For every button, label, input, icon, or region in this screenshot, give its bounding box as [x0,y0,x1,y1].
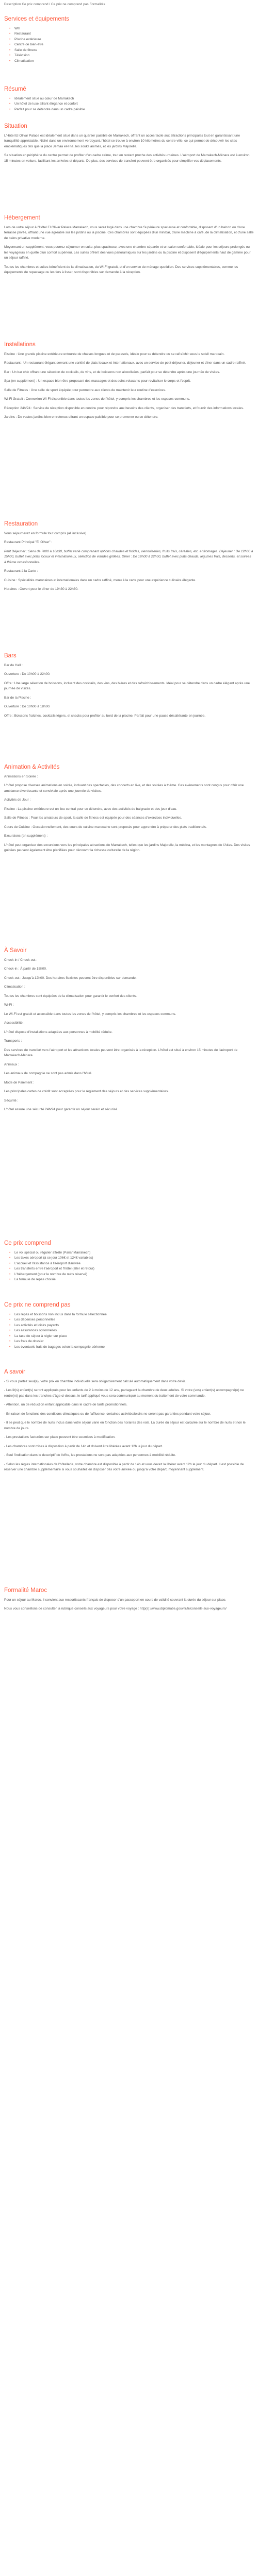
a-savoir-2-paragraph: - Selon les règles internationales de l'hôtellerie, votre chambre est disponible à partir de 14h et vous devez la libérer avant 12h le jour du départ. Il est possible de réserver une chambre supplémentaire si vous souhaitez en disposer dès votre arrivée ou jusqu'à votre départ, moyennant supplément. [4,1462,244,1472]
a-savoir-2-paragraph: - Attention, un de réduction enfant applicable dans le cadre de tarifs promotionnels. [4,1403,127,1407]
restauration-paragraph: Vous séjournerez en formule tout compris (all inclusive). [4,531,88,535]
restauration-paragraph: Cuisine : Spécialités marocaines et internationales dans un cadre raffiné, menu à la carte pour une expérience culinaire élégante. [4,578,197,582]
ce-prix-ne-comprend-pas-title: Ce prix ne comprend pas [4,1302,71,1308]
bars-paragraph: Ouverture : De 10h00 à 22h00. [4,672,51,676]
list-item: • Piscine extérieure [12,37,254,43]
a-savoir-paragraph: Wi-Fi : [4,1003,14,1007]
a-savoir-paragraph: L'hôtel dispose d'installations adaptées aux personnes à mobilité réduite. [4,1030,112,1034]
installations-title: Installations [4,342,36,348]
a-savoir-paragraph: Le Wi-Fi est gratuit et accessible dans toutes les zones de l'hôtel, y compris les chambres et les espaces communs. [4,1012,176,1016]
a-savoir-2-paragraph: - Les prestations facturées sur place peuvent être soumises à modification. [4,1435,116,1439]
bars-title: Bars [4,653,17,659]
a-savoir-paragraph: Des services de transfert vers l'aéroport et les attractions locales peuvent être organisés à la réception. L'hôtel est situé à environ 15 minutes de l'aéroport de Marrakech-Ménara. [4,1048,238,1058]
list-item: • Les éventuels frais de bagages selon la compagnie aérienne [12,1345,254,1350]
hebergement-paragraph: Toutes les chambres et suites bénéficient de la climatisation, du Wi-Fi gratuit, et d'un service de ménage quotidien. Des services supplémentaires, comme les équipements de repassage ou les fers à lisser, sont disponibles sur demande à la réception. [4,265,238,275]
bars-section [4,651,254,722]
ce-prix-ne-comprend-pas-list [4,1312,254,1350]
services-section [4,14,254,64]
a-savoir-paragraph: Accessibilité : [4,1021,25,1025]
breadcrumb[interactable] [0,0,258,8]
a-savoir-paragraph: Transports : [4,1039,22,1043]
animation-paragraph: Salle de Fitness : Pour les amateurs de sport, la salle de fitness est équipée pour des séances d'exercices individuelles. [4,816,182,820]
ce-prix-comprend-list [4,1250,254,1283]
list-item: • La formule de repas choisie [12,1277,254,1283]
a-savoir-2-paragraph: - Il se peut que le nombre de nuits inclus dans votre séjour varie en fonction des horaires des vols. La durée du séjour est calculée sur le nombre de nuits et non le nombre de jours. [4,1421,246,1430]
formalites-section [4,1586,254,1616]
a-savoir-paragraph: Animaux : [4,1062,19,1066]
installations-paragraph: Spa (en supplément) : Un espace bien-être proposant des massages et des soins relaxants pour revitaliser le corps et l'esprit. [4,379,191,383]
restauration-paragraph: Restaurant à la Carte : [4,569,38,573]
bars-paragraph: Bar de la Piscine : [4,696,31,700]
installations-paragraph: Salle de Fitness : Une salle de sport équipée pour permettre aux clients de maintenir leur routine d'exercices. [4,388,166,392]
formalites-paragraph: Pour un séjour au Maroc, il convient aux ressortissants français de disposer d'un passeport en cours de validité couvrant la durée du séjour sur place. [4,1598,227,1602]
a-savoir-2-title: A savoir [4,1369,25,1375]
list-item: • Un hôtel de luxe alliant élégance et confort [12,101,254,107]
list-item: • Idéalement situé au cœur de Marrakech [12,96,254,102]
list-item: • Les assurances optionnelles [12,1328,254,1334]
list-item: • Les taxes aéroport (à ce jour 106€ et 124€ variables) [12,1256,254,1261]
list-item: • Salle de fitness [12,48,254,54]
installations-paragraph: Réception 24h/24 : Service de réception disponible en continu pour répondre aux besoins des clients, organiser des transferts, et fournir des informations locales. [4,406,244,410]
bars-paragraph: Bar du Hall : [4,663,23,667]
list-item: • Climatisation [12,59,254,64]
bars-paragraph: Ouverture : De 10h00 à 18h00. [4,705,51,709]
formalites-title: Formalité Maroc [4,1587,47,1594]
a-savoir-title: À Savoir [4,947,27,954]
a-savoir-paragraph: Check-in : À partir de 15h00. [4,967,47,971]
installations-paragraph: Jardins : De vastes jardins bien entretenus offrant un espace paisible pour se promener ou se détendre. [4,415,158,419]
a-savoir-section [4,946,254,1116]
list-item: • Parfait pour se détendre dans un cadre paisible [12,107,254,113]
services-list [4,26,254,64]
list-item: • L'hébergement (pour le nombre de nuits réservé) [12,1272,254,1278]
list-item: • Restaurant [12,31,254,37]
installations-paragraph: Piscine : Une grande piscine extérieure entourée de chaises longues et de parasols, idéale pour se détendre ou se rafraîchir sous le soleil marocain. [4,352,225,356]
situation-section [4,122,254,167]
animation-paragraph: Cours de Cuisine : Occasionnellement, des cours de cuisine marocaine sont proposés pour apprendre à préparer des plats traditionnels. [4,825,207,829]
a-savoir-paragraph: Les principales cartes de crédit sont acceptées pour le règlement des séjours et des services supplémentaires. [4,1090,169,1094]
list-item: • L'accueil et l'assistance à l'aéroport d'arrivée [12,1261,254,1267]
ce-prix-comprend-section [4,1239,254,1283]
animation-title: Animation & Activités [4,764,60,770]
installations-section [4,340,254,424]
formalites-paragraph: Nous vous conseillons de consulter la rubrique conseils aux voyageurs pour votre voyage : http(s)://www.diplomatie.gouv.fr/fr/conseils-aux-voyageurs/ [4,1607,227,1611]
restauration-title: Restauration [4,521,38,527]
hebergement-section [4,213,254,279]
list-item: • Wifi [12,26,254,32]
a-savoir-paragraph: Climatisation : [4,985,25,989]
bars-paragraph: Offre : Boissons fraîches, cocktails légers, et snacks pour profiter au bord de la piscine. Parfait pour une pause désaltérante en journée. [4,714,206,718]
situation-title: Situation [4,123,27,129]
a-savoir-2-section [4,1367,254,1477]
a-savoir-2-paragraph: - Les chambres sont mises à disposition à partir de 14h et doivent être libérées avant 12h le jour du départ. [4,1444,163,1448]
a-savoir-2-paragraph: - En raison de fonctions des conditions climatiques ou de l'affluence, certaines activités/loisirs ne seront pas garanties pendant votre séjour. [4,1412,211,1416]
restauration-paragraph: Petit Déjeuner : Servi de 7h00 à 10h30, buffet varié comprenant options chaudes et froides, viennoiseries, fruits frais, céréales, etc. et fromages. Déjeuner : De 12h00 à 15h00, buffet avec plats locaux et internationaux, sélection de viandes grillées. Dîner : De 19h00 à 22h00, buffet avec plats chauds, légumes frais, desserts, et soirées à thème occasionnelles. [4,549,253,564]
installations-paragraph: Wi-Fi Gratuit : Connexion Wi-Fi disponible dans toutes les zones de l'hôtel, y compris les chambres et les espaces communs. [4,397,190,401]
resume-title: Résumé [4,86,26,92]
situation-paragraph: Sa situation en périphérie du centre permet de profiter d'un cadre calme, tout en restant proche des activités urbaines. L'aéroport de Marrakech-Ménara est à environ 15 minutes en voiture, facilitant les arrivées et départs. De plus, des services de transfert peuvent être organisés pour simplifier vos déplacements. [4,154,250,163]
animation-section [4,762,254,857]
hebergement-paragraph: Moyennant un supplément, vous pourrez séjourner en suite, plus spacieuse, avec une chambre séparée et un salon confortable, idéale pour les séjours prolongés ou les voyageurs en quête d'un confort supérieur. Les suites offrent des vues panoramiques sur les jardins ou la piscine et disposent d'équipements haut de gamme pour un séjour raffiné. [4,245,251,260]
bars-paragraph: Offre : Une large sélection de boissons, incluant des cocktails, des vins, des bières et des rafraîchissements. Idéal pour se détendre dans un cadre élégant après une journée de visites. [4,681,250,691]
hebergement-title: Hébergement [4,215,40,221]
hebergement-paragraph: Lors de votre séjour à l'Hôtel El Olivar Palace Marrakech, vous serez logé dans une chambre Supérieure spacieuse et confortable, disposant d'un balcon ou d'une terrasse privée, offrant une vue agréable sur les jardins ou la piscine. Ces chambres sont équipées d'un minibar, d'une machine à café, de la climatisation, et d'une salle de bains privative moderne. [4,225,254,240]
animation-paragraph: Animations en Soirée : [4,774,38,778]
list-item: • Les transferts entre l'aéroport et l'hôtel (aller et retour) [12,1266,254,1272]
animation-paragraph: L'hôtel peut organiser des excursions vers les principales attractions de Marrakech, telles que les jardins Majorelle, la médina, et les montagnes de l'Atlas. Des visites guidées peuvent également être planifiées pour découvrir la richesse culturelle de la région. [4,843,250,853]
a-savoir-paragraph: Check-out : Jusqu'à 12h00. Des horaires flexibles peuvent être disponibles sur demande. [4,976,137,980]
a-savoir-paragraph: L'hôtel assure une sécurité 24h/24 pour garantir un séjour serein et sécurisé. [4,1108,118,1112]
a-savoir-paragraph: Sécurité : [4,1098,19,1103]
list-item: • Le vol spécial ou régulier affrété (Paris/ Marrakech) [12,1250,254,1256]
situation-paragraph: L'Hôtel El Olivar Palace est idéalement situé dans un quartier paisible de Marrakech, offrant un accès facile aux attractions principales tout en garantissant une tranquillité appréciable. Niché dans un environnement verdoyant, l'hôtel se trouve à environ 10 kilomètres du centre-ville, ce qui permet de découvrir les sites emblématiques tels que la place Jemaa el-Fna, les souks animés, et les jardins Majorelle. [4,133,240,148]
list-item: • Les dépenses personnelles [12,1317,254,1323]
list-item: • Les frais de dossier [12,1339,254,1345]
services-title: Services et équipements [4,16,69,22]
restauration-paragraph: Restaurant Principal "El Olivar" : [4,540,53,545]
breadcrumb-text[interactable]: Description Ce prix comprend / Ce prix ne comprend pas Formalités [4,3,105,6]
a-savoir-paragraph: Les animaux de compagnie ne sont pas admis dans l'hôtel. [4,1072,92,1076]
animation-paragraph: L'hôtel propose diverses animations en soirée, incluant des spectacles, des concerts en live, et des soirées à thème. Ces événements sont conçus pour offrir une ambiance divertissante et conviviale après une journée de visites. [4,784,244,793]
list-item: • Centre de bien-être [12,42,254,48]
installations-paragraph: Restaurant : Un restaurant élégant servant une variété de plats locaux et internationaux, avec un service de petit-déjeuner, déjeuner et dîner dans un cadre raffiné. [4,361,246,365]
resume-section [4,84,254,112]
a-savoir-2-paragraph: - Seul l'indication dans le descriptif de l'offre, les prestations ne sont pas adaptées aux personnes à mobilité réduite. [4,1453,176,1458]
animation-paragraph: Piscine : La piscine extérieure est un lieu central pour se détendre, avec des activités de baignade et des jeux d'eau. [4,807,178,811]
ce-prix-comprend-title: Ce prix comprend [4,1240,51,1246]
a-savoir-paragraph: Toutes les chambres sont équipées de la climatisation pour garantir le confort des clients. [4,994,137,998]
a-savoir-2-paragraph: - Les lit(s) enfant(s) seront appliqués pour les enfants de 2 à moins de 12 ans, partageant la chambre de deux adultes. Si votre (vos) enfant(s) accompagné(e) ne rentre(nt) pas dans les tranches d'âge ci-dessus, le tarif appliqué vous sera communiqué au moment du traitement de votre commande. [4,1388,244,1398]
resume-list [4,96,254,113]
list-item: • Les repas et boissons non inclus dans la formule sélectionnée [12,1312,254,1318]
a-savoir-2-paragraph: - Si vous partez seul(e), votre prix en chambre individuelle sera obligatoirement calculé automatiquement dans votre devis. [4,1379,186,1383]
list-item: • La taxe de séjour à régler sur place [12,1334,254,1340]
ce-prix-ne-comprend-pas-section [4,1300,254,1350]
list-item: • Les activités et loisirs payants [12,1323,254,1329]
a-savoir-paragraph: Check-in / Check-out : [4,958,38,962]
installations-paragraph: Bar : Un bar chic offrant une sélection de cocktails, de vins, et de boissons non alcoolisées, parfait pour se détendre après une journée de visites. [4,370,220,374]
restauration-section [4,519,254,596]
animation-paragraph: Activités de Jour : [4,798,31,802]
list-item: • Télévision [12,53,254,59]
animation-paragraph: Excursions (en supplément) : [4,834,48,838]
restauration-paragraph: Horaires : Ouvert pour le dîner de 19h30 à 22h30. [4,587,78,591]
a-savoir-paragraph: Mode de Paiement : [4,1080,35,1084]
